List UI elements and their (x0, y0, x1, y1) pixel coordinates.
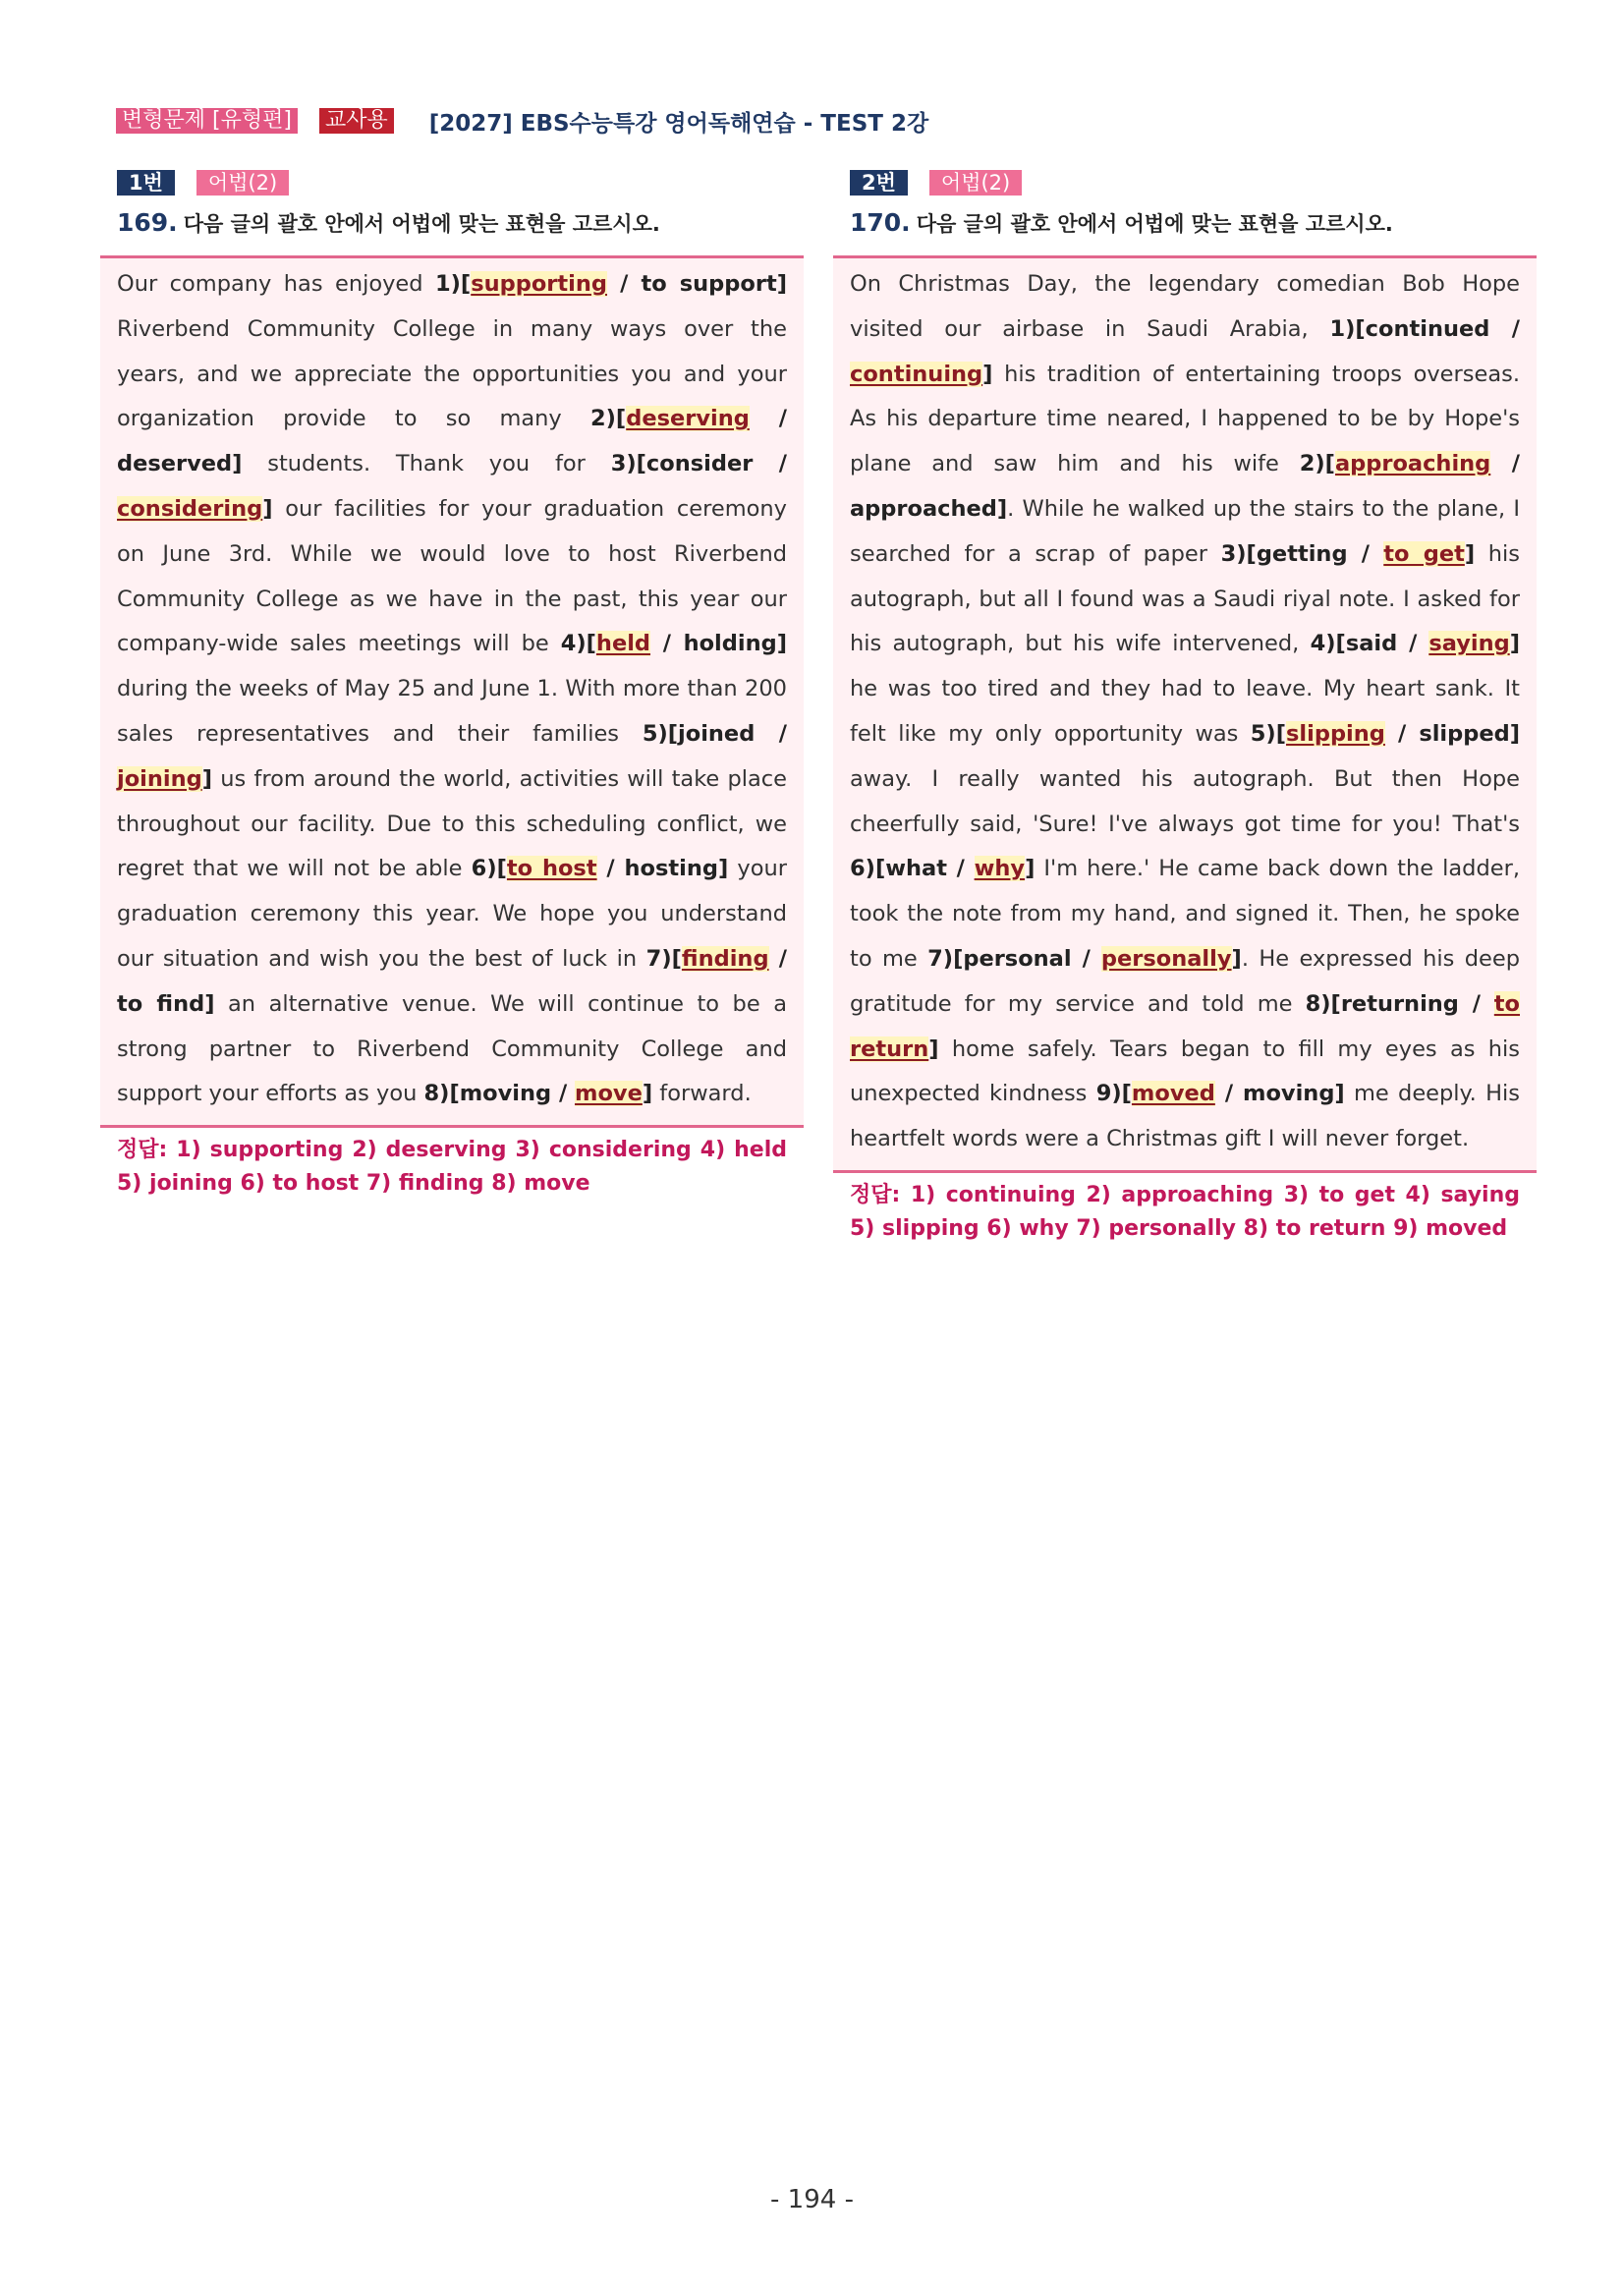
answer-key: 정답: 1) supporting 2) deserving 3) considering 4) held 5) joining 6) to host 7) finding 8) move (117, 1138, 787, 1197)
question-instruction-line (833, 202, 1537, 244)
choice-alternative: / to find] (117, 945, 787, 1017)
choice-marker: 4)[said / (1310, 631, 1429, 657)
choice-alternative: / moving] (1214, 1081, 1345, 1107)
correct-choice: personally (1100, 945, 1232, 972)
choice-marker: 2)[ (1299, 451, 1335, 477)
correct-choice: supporting (471, 271, 607, 297)
correct-choice: slipping (1286, 720, 1385, 747)
passage-text: he was too tired and they had to leave. My heart sank. It felt like my only opportunity was (850, 676, 1520, 747)
correct-choice: continuing (850, 361, 983, 387)
choice-marker: 7)[personal / (927, 945, 1101, 972)
correct-choice: joining (117, 765, 202, 792)
passage-text: our facilities for your graduation ceremony on June 3rd. While we would love to host Riverbend Community College as we have in the past, this year our company-wide sales meetings will be (117, 495, 787, 657)
correct-choice: held (595, 631, 651, 657)
correct-choice: move (575, 1081, 643, 1107)
document-title: [2027] EBS수능특강 영어독해연습 - TEST 2강 (428, 110, 929, 137)
passage-text: Riverbend Community College in many ways over the years, and we appreciate the opportunities you and your organization provide to so many (117, 315, 787, 432)
choice-marker: 6)[what / (850, 856, 975, 882)
question-type-tag: 어법(2) (929, 170, 1022, 196)
choice-alternative: ] (1509, 631, 1520, 657)
choice-marker: 7)[ (645, 945, 682, 972)
passage-text: during the weeks of May 25 and June 1. With more than 200 sales representatives and their families (117, 676, 787, 747)
question-1-tags (100, 169, 804, 196)
choice-alternative: ] (982, 361, 993, 387)
correct-choice: approaching (1334, 451, 1491, 477)
question-instruction: 다음 글의 괄호 안에서 어법에 맞는 표현을 고르시오. (916, 212, 1393, 236)
choice-marker: 5)[joined / (642, 720, 787, 747)
choice-marker: 8)[returning / (1305, 990, 1494, 1017)
choice-alternative: ] (262, 495, 273, 522)
passage-text: his tradition of entertaining troops overseas. As his departure time neared, I happened to be by Hope's plane and saw him and his wife (850, 361, 1520, 477)
choice-alternative: / hosting] (596, 856, 729, 882)
choice-alternative: / approached] (850, 451, 1520, 522)
passage-text: away. I really wanted his autograph. But then Hope cheerfully said, 'Sure! I've always got time for you! That's (850, 765, 1520, 837)
passage-text: . While he walked up the stairs to the plane, I searched for a scrap of paper (850, 495, 1520, 567)
question-number-tag: 1번 (117, 170, 175, 196)
passage-text: an alternative venue. We will continue to be a strong partner to Riverbend Community College and support your efforts as you (117, 990, 787, 1107)
choice-marker: 4)[ (560, 631, 596, 657)
question-2 (833, 169, 1537, 1246)
passage-text: your graduation ceremony this year. We hope you understand our situation and wish you the best of luck in (117, 856, 788, 972)
passage-2 (833, 255, 1537, 1173)
passage-text: . He expressed his deep gratitude for my service and told me (850, 945, 1520, 1017)
choice-marker: 8)[moving / (423, 1081, 576, 1107)
choice-marker: 2)[ (589, 406, 627, 432)
passage-text: Our company has enjoyed (117, 271, 435, 297)
choice-marker: 5)[ (1250, 720, 1287, 747)
passage-text: students. Thank you for (242, 451, 611, 477)
question-number: 169. (117, 208, 178, 237)
question-number-tag: 2번 (850, 170, 908, 196)
page-number: - 194 - (770, 2185, 854, 2214)
choice-alternative: / deserved] (117, 406, 787, 477)
passage-text: his autograph, but all I found was a Saudi riyal note. I asked for his autograph, but his wife intervened, (850, 540, 1520, 657)
answer-key: 정답: 1) continuing 2) approaching 3) to get 4) saying 5) slipping 6) why 7) personally 8) to return 9) moved (850, 1182, 1520, 1241)
correct-choice: considering (117, 495, 263, 522)
passage-text: home safely. Tears began to fill my eyes as his unexpected kindness (850, 1036, 1520, 1107)
choice-marker: 1)[ (434, 271, 472, 297)
choice-alternative: ] (642, 1081, 653, 1107)
correct-choice: deserving (626, 406, 750, 432)
question-instruction-line (100, 202, 804, 244)
choice-marker: 1)[continued / (1329, 315, 1520, 342)
correct-choice: to get (1383, 540, 1465, 567)
passage-text: us from around the world, activities will take place throughout our facility. Due to this scheduling conflict, we regret that we will not be able (117, 765, 787, 882)
passage-1 (100, 255, 804, 1128)
choice-alternative: ] (928, 1036, 939, 1062)
correct-choice: finding (681, 945, 769, 972)
choice-alternative: / to support] (607, 271, 787, 297)
correct-choice: why (974, 856, 1026, 882)
question-instruction: 다음 글의 괄호 안에서 어법에 맞는 표현을 고르시오. (183, 212, 660, 236)
passage-text: forward. (652, 1081, 752, 1107)
question-type-tag: 어법(2) (196, 170, 289, 196)
choice-alternative: ] (1025, 856, 1036, 882)
correct-choice: to host (506, 856, 597, 882)
choice-marker: 3)[consider / (610, 451, 788, 477)
page-header (116, 104, 928, 138)
passage-text: I'm here.' He came back down the ladder, took the note from my hand, and signed it. Then, he spoke to me (850, 856, 1520, 972)
choice-alternative: ] (1231, 945, 1242, 972)
choice-marker: 9)[ (1095, 1081, 1132, 1107)
question-number: 170. (850, 208, 911, 237)
correct-choice: to return (850, 990, 1521, 1062)
correct-choice: saying (1428, 631, 1510, 657)
choice-alternative: ] (201, 765, 213, 792)
correct-choice: moved (1131, 1081, 1215, 1107)
choice-alternative: / holding] (650, 631, 787, 657)
variant-type-tag: 변형문제 [유형편] (116, 108, 298, 134)
choice-alternative: / slipped] (1384, 720, 1520, 747)
question-1 (100, 169, 804, 1201)
teacher-tag: 교사용 (319, 108, 394, 134)
passage-text: On Christmas Day, the legendary comedian Bob Hope visited our airbase in Saudi Arabia, (850, 271, 1520, 342)
choice-marker: 3)[getting / (1220, 540, 1384, 567)
passage-text: me deeply. His heartfelt words were a Christmas gift I will never forget. (850, 1081, 1521, 1152)
question-2-tags (833, 169, 1537, 196)
choice-alternative: ] (1464, 540, 1476, 567)
choice-marker: 6)[ (471, 856, 507, 882)
